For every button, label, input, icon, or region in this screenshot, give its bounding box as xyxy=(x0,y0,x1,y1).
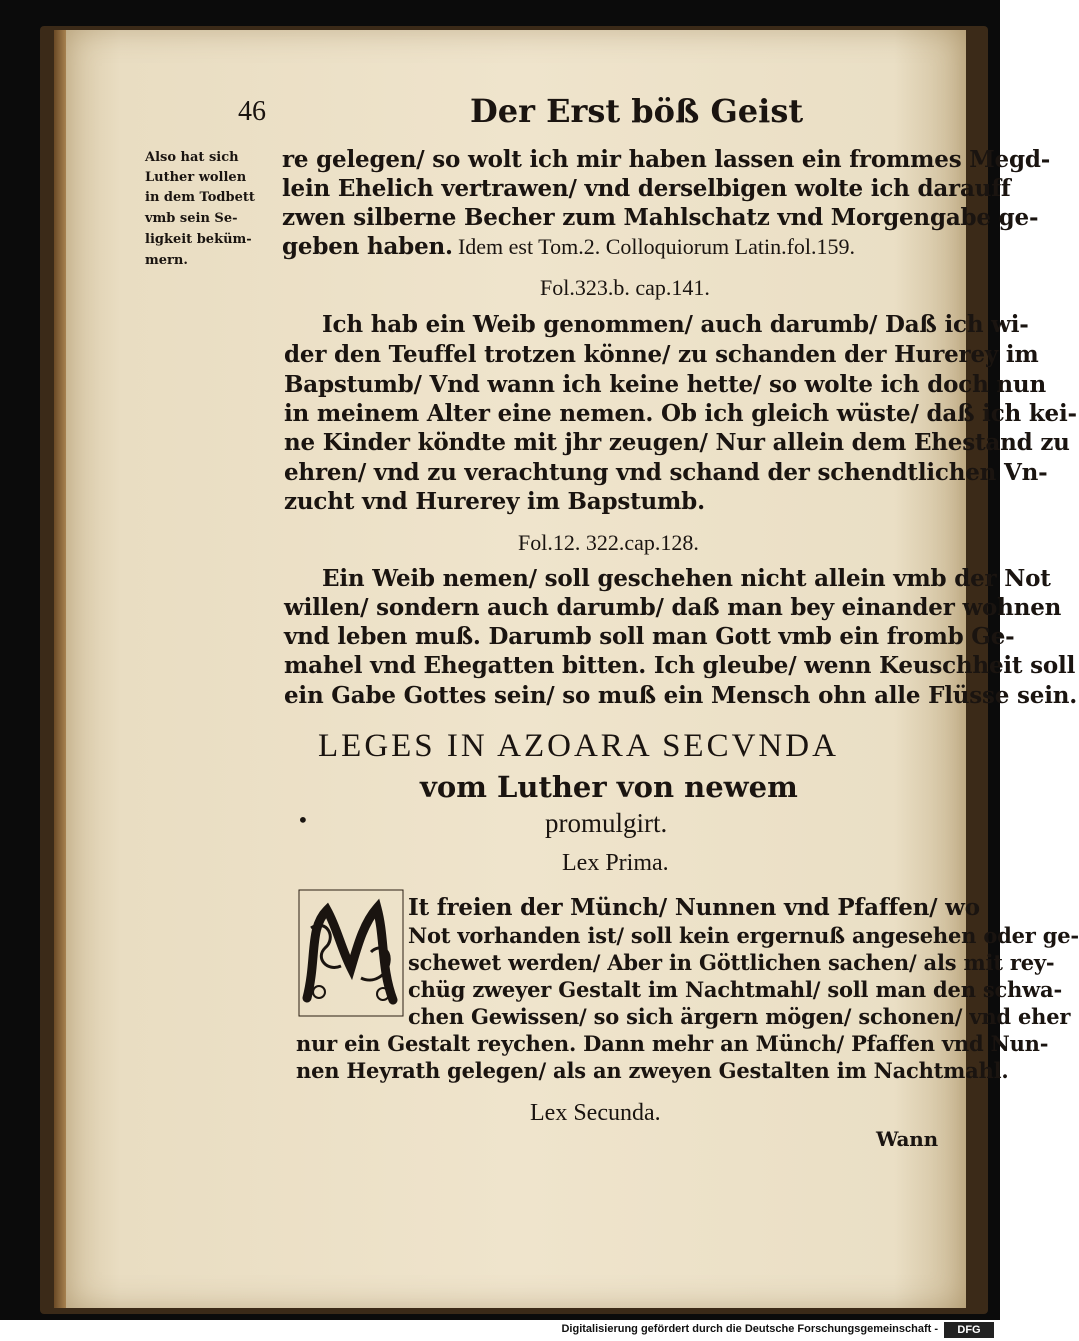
dfg-logo: DFG xyxy=(944,1322,994,1338)
text-line: ehren/ vnd zu verachtung vnd schand der schendtlichen Vn- xyxy=(284,459,1048,486)
text-line: mahel vnd Ehegatten bitten. Ich gleube/ wenn Keuschheit soll xyxy=(284,652,1076,679)
margin-note-line: vmb sein Se- xyxy=(145,211,238,226)
text-line: in meinem Alter eine nemen. Ob ich gleich wüste/ daß ich kei- xyxy=(284,400,1077,427)
page-number: 46 xyxy=(238,96,266,127)
reference-line: Fol.323.b. cap.141. xyxy=(540,275,710,300)
text-line: chen Gewissen/ so sich ärgern mögen/ schonen/ vnd eher xyxy=(408,1004,1071,1029)
text-line: Bapstumb/ Vnd wann ich keine hette/ so wolte ich doch nun xyxy=(284,371,1046,398)
text-line: nur ein Gestalt reychen. Dann mehr an Münch/ Pfaffen vnd Nun- xyxy=(296,1031,1049,1056)
section-subheading: promulgirt. xyxy=(545,808,668,838)
running-head: Der Erst böß Geist xyxy=(470,92,804,130)
text-line: Ich hab ein Weib genommen/ auch darumb/ Daß ich wi- xyxy=(322,311,1029,338)
text-fraktur: geben haben. xyxy=(282,233,453,260)
text-line: Not vorhanden ist/ soll kein ergernuß angesehen oder ge- xyxy=(408,923,1079,948)
section-subheading: vom Luther von newem xyxy=(420,770,798,804)
reference-line: Fol.12. 322.cap.128. xyxy=(518,530,699,555)
text-line: der den Teuffel trotzen könne/ zu schanden der Hurerey im xyxy=(284,341,1039,368)
text-line: ne Kinder köndte mit jhr zeugen/ Nur allein dem Ehestand zu xyxy=(284,429,1070,456)
lex-heading: Lex Prima. xyxy=(562,850,669,876)
text-line: schewet werden/ Aber in Göttlichen sachen/ als mit rey- xyxy=(408,950,1055,975)
text-line: nen Heyrath gelegen/ als an zweyen Gestalten im Nachtmahl. xyxy=(296,1058,1009,1083)
footer-credit: Digitalisierung gefördert durch die Deutsche Forschungsgemeinschaft - xyxy=(561,1323,938,1335)
text-line: willen/ sondern auch darumb/ daß man bey einander wohnen xyxy=(284,594,1062,621)
text-line: vnd leben muß. Darumb soll man Gott vmb ein fromb Ge- xyxy=(284,623,1015,650)
margin-note-line: in dem Todbett xyxy=(145,190,255,205)
margin-note-line: Luther wollen xyxy=(145,170,247,185)
text-line: Ein Weib nemen/ soll geschehen nicht allein vmb der Not xyxy=(322,565,1051,592)
margin-note-line: mern. xyxy=(145,253,188,268)
ornamental-initial xyxy=(297,888,405,1018)
text-line: ein Gabe Gottes sein/ so muß ein Mensch ohn alle Flüsse sein. xyxy=(284,682,1078,709)
margin-note-line: Also hat sich xyxy=(145,150,239,165)
drop-cap-letter: M xyxy=(351,1012,353,1013)
text-line: re gelegen/ so wolt ich mir haben lassen ein frommes Megd- xyxy=(282,146,1051,173)
bullet-dot: • xyxy=(297,808,309,832)
catchword: Wann xyxy=(876,1127,938,1151)
text-line: chüg zweyer Gestalt im Nachtmahl/ soll man den schwa- xyxy=(408,977,1062,1002)
section-heading: LEGES IN AZOARA SECVNDA xyxy=(318,728,839,764)
text-line: It freien der Münch/ Nunnen vnd Pfaffen/ wo xyxy=(408,894,980,921)
margin-note-line: ligkeit beküm- xyxy=(145,232,252,247)
footer-bar xyxy=(0,1320,1000,1341)
text-line: zucht vnd Hurerey im Bapstumb. xyxy=(284,488,705,515)
text-roman: Idem est Tom.2. Colloquiorum Latin.fol.159. xyxy=(457,234,856,259)
lex-heading: Lex Secunda. xyxy=(530,1100,661,1126)
text-line: zwen silberne Becher zum Mahlschatz vnd Morgengabe ge- xyxy=(282,204,1039,231)
text-line xyxy=(282,233,855,260)
text-line: lein Ehelich vertrawen/ vnd derselbigen wolte ich darauff xyxy=(282,175,1011,202)
